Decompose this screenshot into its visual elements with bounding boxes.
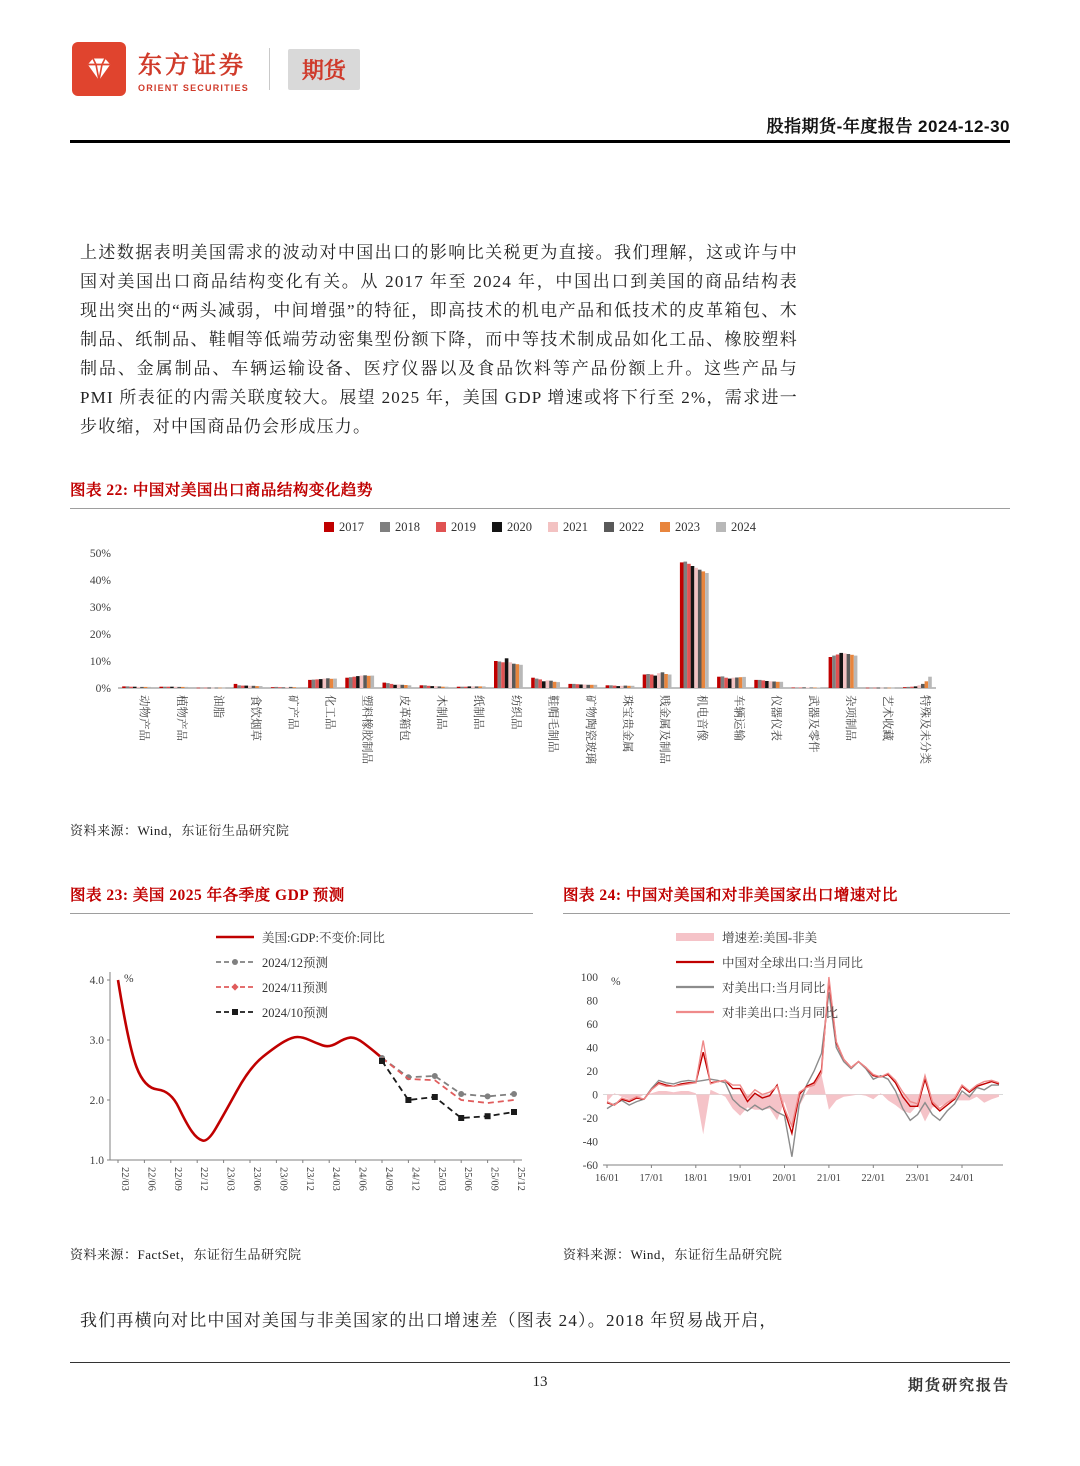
svg-text:20%: 20% bbox=[89, 629, 111, 641]
orient-securities-logo bbox=[72, 42, 126, 96]
svg-text:30%: 30% bbox=[89, 602, 111, 614]
figure23 bbox=[70, 883, 533, 1263]
svg-text:油脂: 油脂 bbox=[212, 695, 224, 718]
svg-text:4.0: 4.0 bbox=[89, 975, 104, 987]
figure22-source: 资料来源：Wind，东证衍生品研究院 bbox=[70, 823, 290, 838]
svg-text:皮革箱包: 皮革箱包 bbox=[397, 695, 410, 741]
svg-text:纸制品: 纸制品 bbox=[472, 695, 485, 730]
svg-text:22/12: 22/12 bbox=[198, 1167, 210, 1191]
brand-name-en: ORIENT SECURITIES bbox=[138, 83, 249, 93]
svg-text:21/01: 21/01 bbox=[816, 1173, 841, 1184]
legend-item: 2017 bbox=[324, 520, 364, 535]
svg-text:40%: 40% bbox=[89, 575, 111, 587]
svg-text:塑料橡胶制品: 塑料橡胶制品 bbox=[360, 695, 373, 764]
svg-text:矿物陶瓷玻璃: 矿物陶瓷玻璃 bbox=[583, 695, 596, 764]
svg-text:60: 60 bbox=[586, 1019, 598, 1031]
svg-text:22/01: 22/01 bbox=[861, 1173, 886, 1184]
svg-text:植物产品: 植物产品 bbox=[174, 695, 187, 741]
svg-text:23/12: 23/12 bbox=[303, 1167, 315, 1191]
figure22-legend bbox=[70, 517, 1010, 537]
legend-item: 2024/11预测 bbox=[215, 978, 385, 996]
svg-text:22/06: 22/06 bbox=[145, 1167, 157, 1191]
brand-text bbox=[138, 45, 249, 93]
futures-badge: 期货 bbox=[288, 49, 360, 90]
svg-text:艺术收藏: 艺术收藏 bbox=[881, 695, 894, 741]
svg-text:80: 80 bbox=[586, 995, 598, 1008]
svg-text:机电音像: 机电音像 bbox=[695, 695, 708, 741]
svg-text:10%: 10% bbox=[89, 656, 111, 668]
figure24-source: 资料来源：Wind，东证衍生品研究院 bbox=[563, 1247, 783, 1262]
page-number: 13 bbox=[532, 1374, 548, 1390]
svg-text:动物产品: 动物产品 bbox=[137, 695, 150, 741]
svg-text:1.0: 1.0 bbox=[89, 1155, 104, 1167]
figure24-chart bbox=[563, 920, 1010, 1238]
svg-text:22/03: 22/03 bbox=[119, 1167, 130, 1191]
figure23-source: 资料来源：FactSet，东证衍生品研究院 bbox=[70, 1247, 302, 1262]
svg-text:25/12: 25/12 bbox=[515, 1167, 526, 1191]
figure22-chart bbox=[70, 517, 1010, 814]
svg-text:矿产品: 矿产品 bbox=[286, 695, 299, 730]
svg-text:23/09: 23/09 bbox=[277, 1167, 289, 1191]
figure24-legend bbox=[675, 928, 863, 1021]
legend-item: 2021 bbox=[548, 520, 588, 535]
svg-text:珠宝贵金属: 珠宝贵金属 bbox=[621, 695, 633, 753]
svg-text:-60: -60 bbox=[582, 1160, 598, 1172]
figure24-title: 图表 24: 中国对美国和对非美国家出口增速对比 bbox=[563, 883, 1010, 914]
svg-text:杂项制品: 杂项制品 bbox=[844, 695, 856, 741]
svg-text:鞋帽毛制品: 鞋帽毛制品 bbox=[546, 695, 559, 753]
figure22-title: 图表 22: 中国对美国出口商品结构变化趋势 bbox=[70, 478, 1010, 509]
svg-text:19/01: 19/01 bbox=[728, 1173, 753, 1184]
svg-text:仪器仪表: 仪器仪表 bbox=[769, 695, 782, 741]
legend-item: 增速差:美国-非美 bbox=[675, 928, 863, 946]
svg-text:2.0: 2.0 bbox=[89, 1095, 104, 1107]
figure24 bbox=[563, 883, 1010, 1263]
svg-text:贱金属及制品: 贱金属及制品 bbox=[658, 695, 671, 764]
footer-rule bbox=[70, 1362, 1010, 1363]
svg-text:17/01: 17/01 bbox=[639, 1173, 664, 1184]
svg-text:木制品: 木制品 bbox=[435, 695, 447, 730]
svg-text:23/06: 23/06 bbox=[251, 1167, 262, 1191]
svg-text:24/06: 24/06 bbox=[356, 1167, 368, 1191]
svg-text:-40: -40 bbox=[582, 1136, 598, 1149]
legend-item: 2018 bbox=[380, 520, 420, 535]
figure23-legend bbox=[215, 928, 385, 1021]
svg-text:%: % bbox=[611, 976, 621, 988]
legend-item: 对美出口:当月同比 bbox=[722, 981, 826, 995]
legend-item: 2020 bbox=[492, 520, 532, 535]
svg-text:车辆运输: 车辆运输 bbox=[732, 695, 745, 741]
svg-text:0: 0 bbox=[592, 1089, 598, 1102]
svg-text:24/03: 24/03 bbox=[330, 1167, 342, 1191]
legend-item: 2024/12预测 bbox=[215, 953, 385, 971]
svg-text:20: 20 bbox=[586, 1066, 598, 1078]
legend-item: 2022 bbox=[604, 520, 644, 535]
svg-text:武器及零件: 武器及零件 bbox=[806, 695, 819, 753]
svg-text:100: 100 bbox=[580, 972, 598, 984]
svg-text:特殊及未分类: 特殊及未分类 bbox=[918, 695, 931, 764]
svg-text:22/09: 22/09 bbox=[171, 1167, 183, 1191]
legend-item: 对非美出口:当月同比 bbox=[722, 1006, 838, 1020]
svg-text:%: % bbox=[124, 973, 134, 985]
svg-text:24/09: 24/09 bbox=[383, 1167, 394, 1191]
svg-text:16/01: 16/01 bbox=[595, 1173, 619, 1184]
figure23-title: 图表 23: 美国 2025 年各季度 GDP 预测 bbox=[70, 883, 533, 914]
legend-item: 2023 bbox=[660, 520, 700, 535]
svg-text:-20: -20 bbox=[582, 1113, 598, 1125]
legend-item: 中国对全球出口:当月同比 bbox=[722, 956, 863, 970]
gem-icon bbox=[81, 51, 117, 87]
svg-text:25/06: 25/06 bbox=[462, 1167, 474, 1191]
svg-text:0%: 0% bbox=[95, 683, 111, 695]
report-title: 股指期货-年度报告 2024-12-30 bbox=[766, 117, 1010, 136]
body-paragraph-1: 上述数据表明美国需求的波动对中国出口的影响比关税更为直接。我们理解，这或许与中国对美国出口商品结构变化有关。从 2017 年至 2024 年，中国出口到美国的商品结构表现出突出的“两头减弱，中间增强”的特征，即高技术的机电产品和低技术的皮革箱包、木制品、纸制品、鞋帽等低端劳动密集型份额下降，而中等技术制成品如化工品、橡胶塑料制品、金属制品、车辆运输设备、医疗仪器以及食品饮料等产品份额上升。这些产品与 PMI 所表征的内需关联度较大。展望 2025 年，美国 GDP 增速或将下行至 2%，需求进一步收缩，对中国商品仍会形成压力。 bbox=[80, 243, 798, 436]
svg-text:25/09: 25/09 bbox=[488, 1167, 500, 1191]
legend-item: 2024/10预测 bbox=[215, 1003, 385, 1021]
svg-text:20/01: 20/01 bbox=[772, 1173, 797, 1184]
brand-divider bbox=[269, 48, 270, 90]
header-rule bbox=[70, 140, 1010, 143]
brand-name-cn: 东方证券 bbox=[138, 52, 246, 79]
legend-item: 美国:GDP:不变价:同比 bbox=[262, 931, 385, 945]
svg-text:40: 40 bbox=[586, 1042, 598, 1055]
figure22 bbox=[70, 478, 1010, 839]
svg-text:18/01: 18/01 bbox=[683, 1173, 708, 1184]
svg-text:23/03: 23/03 bbox=[224, 1167, 236, 1191]
svg-text:化工品: 化工品 bbox=[323, 695, 336, 730]
svg-text:24/01: 24/01 bbox=[950, 1173, 974, 1184]
body-paragraph-2: 我们再横向对比中国对美国与非美国家的出口增速差（图表 24）。2018 年贸易战开启， bbox=[80, 1311, 778, 1330]
svg-text:纺织品: 纺织品 bbox=[509, 695, 522, 730]
footer-label: 期货研究报告 bbox=[907, 1378, 1010, 1394]
svg-text:食饮烟草: 食饮烟草 bbox=[249, 695, 262, 741]
legend-item: 2024 bbox=[716, 520, 756, 535]
svg-text:24/12: 24/12 bbox=[409, 1167, 421, 1191]
figure22-plot bbox=[70, 537, 1010, 809]
legend-item: 2019 bbox=[436, 520, 476, 535]
figure23-chart bbox=[70, 920, 533, 1238]
svg-text:50%: 50% bbox=[89, 548, 111, 560]
svg-text:3.0: 3.0 bbox=[89, 1035, 104, 1047]
header-brand bbox=[72, 42, 360, 96]
svg-text:23/01: 23/01 bbox=[905, 1173, 930, 1184]
svg-text:25/03: 25/03 bbox=[435, 1167, 447, 1191]
